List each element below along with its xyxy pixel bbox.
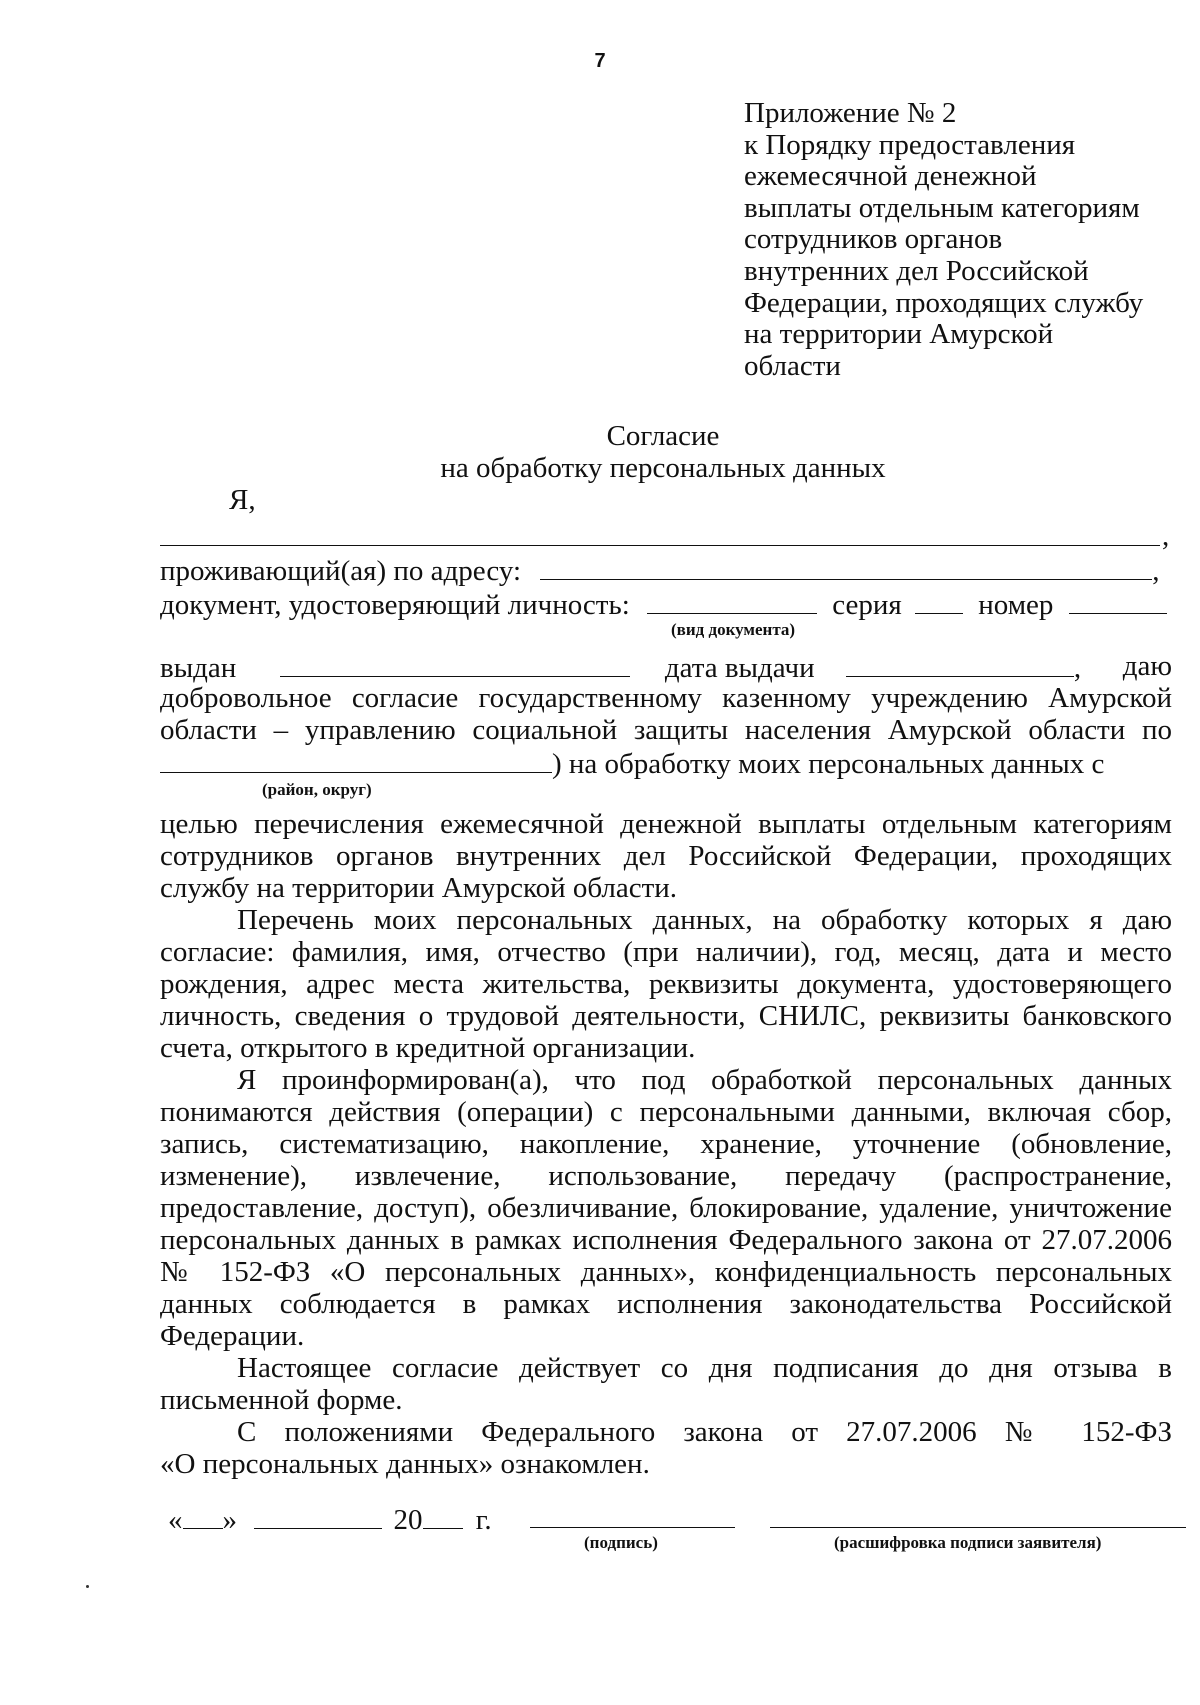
paragraph-line: рождения, адрес места жительства, реквизиты документа, удостоверяющего (160, 968, 1172, 1000)
appendix-line: на территории Амурской (744, 318, 1054, 351)
address-row (160, 553, 1172, 587)
signature-caption: (подпись) (584, 1533, 658, 1552)
address-comma: , (1152, 555, 1160, 587)
number-field[interactable] (1069, 587, 1167, 614)
number-label: номер (978, 589, 1054, 621)
paragraph-line: письменной форме. (160, 1384, 403, 1416)
consent-line-3 (160, 746, 1172, 780)
paragraph-line: службу на территории Амурской области. (160, 872, 678, 904)
quote-close: » (222, 1504, 237, 1536)
document-title: Согласие (606, 420, 720, 452)
signature-decode-field[interactable] (770, 1527, 1186, 1528)
paragraph-line: «О персональных данных» ознакомлен. (160, 1448, 650, 1480)
full-name-field[interactable] (160, 545, 1160, 546)
address-field[interactable] (540, 553, 1152, 580)
appendix-line: внутренних дел Российской (744, 254, 1089, 287)
appendix-line: ежемесячной денежной (744, 160, 1037, 193)
paragraph-line: Я проинформирован(а), что под обработкой персональных данных (237, 1064, 1172, 1096)
appendix-line: области (744, 349, 841, 382)
year-prefix: 20 (393, 1504, 423, 1536)
quote-open: « (168, 1504, 183, 1536)
paragraph-line: согласие: фамилия, имя, отчество (при наличии), год, месяц, дата и место (160, 936, 1172, 968)
paragraph-line: Федерации. (160, 1320, 305, 1352)
appendix-line: выплаты отдельным категориям (744, 191, 1140, 224)
paragraph-line: целью перечисления ежемесячной денежной выплаты отдельным категориям (160, 808, 1172, 840)
year-field[interactable] (423, 1502, 463, 1529)
document-row (160, 587, 1172, 621)
paragraph-line: Перечень моих персональных данных, на обработку которых я даю (237, 904, 1172, 936)
ya-label: Я, (229, 484, 256, 516)
issued-label: выдан (160, 652, 237, 684)
year-suffix: г. (475, 1504, 492, 1536)
series-label: серия (832, 589, 902, 621)
paragraph-line: личность, сведения о трудовой деятельности, СНИЛС, реквизиты банковского (160, 1000, 1172, 1032)
document-type-caption: (вид документа) (671, 620, 796, 639)
issued-by-field[interactable] (280, 650, 630, 677)
issue-date-field[interactable] (846, 650, 1074, 677)
issued-row (160, 650, 1172, 684)
month-field[interactable] (254, 1502, 382, 1529)
consent-line-1: добровольное согласие государственному казенному учреждению Амурской (160, 682, 1172, 714)
document-type-field[interactable] (647, 587, 817, 614)
full-name-comma: , (1162, 520, 1170, 552)
district-field[interactable] (160, 746, 552, 773)
appendix-line: к Порядку предоставления (744, 128, 1076, 161)
paragraph-line: понимаются действия (операции) с персональными данными, включая сбор, (160, 1096, 1172, 1128)
paragraph-line: С положениями Федерального закона от 27.07.2006 № 152-ФЗ (237, 1416, 1172, 1448)
signature-decode-caption: (расшифровка подписи заявителя) (834, 1533, 1102, 1552)
issued-comma: , (1073, 652, 1082, 684)
issue-date-label: дата выдачи (664, 652, 815, 684)
appendix-line: сотрудников органов (744, 223, 1003, 256)
document-label: документ, удостоверяющий личность: (160, 589, 630, 621)
appendix-header (744, 98, 1143, 382)
appendix-line: Приложение № 2 (744, 97, 957, 129)
page-number: 7 (594, 50, 606, 72)
paragraph-line: персональных данных в рамках исполнения Федерального закона от 27.07.2006 (160, 1224, 1172, 1256)
document-subtitle: на обработку персональных данных (440, 452, 886, 484)
series-field[interactable] (915, 587, 963, 614)
paragraph-line: сотрудников органов внутренних дел Российской Федерации, проходящих (160, 840, 1172, 872)
paragraph-line: Настоящее согласие действует со дня подписания до дня отзыва в (237, 1352, 1172, 1384)
paragraph-line: данных соблюдается в рамках исполнения законодательства Российской (160, 1288, 1172, 1320)
paragraph-line: запись, систематизацию, накопление, хранение, уточнение (обновление, (160, 1128, 1172, 1160)
paragraph-line: изменение), извлечение, использование, передачу (распространение, (160, 1160, 1172, 1192)
day-field[interactable] (183, 1502, 223, 1529)
district-caption: (район, округ) (262, 780, 372, 799)
scan-speck (86, 1585, 89, 1588)
signature-field[interactable] (530, 1527, 735, 1528)
consent-line-2: области – управлению социальной защиты населения Амурской области по (160, 714, 1172, 746)
paragraph-line: счета, открытого в кредитной организации. (160, 1032, 696, 1064)
give-word: даю (1122, 650, 1172, 682)
consent-line-3-text: ) на обработку моих персональных данных с (552, 748, 1105, 780)
address-label: проживающий(ая) по адресу: (160, 555, 521, 587)
date-row (168, 1502, 492, 1536)
paragraph-line: предоставление, доступ), обезличивание, блокирование, удаление, уничтожение (160, 1192, 1172, 1224)
paragraph-line: № 152-ФЗ «О персональных данных», конфиденциальность персональных (160, 1256, 1172, 1288)
appendix-line: Федерации, проходящих службу (744, 286, 1144, 319)
